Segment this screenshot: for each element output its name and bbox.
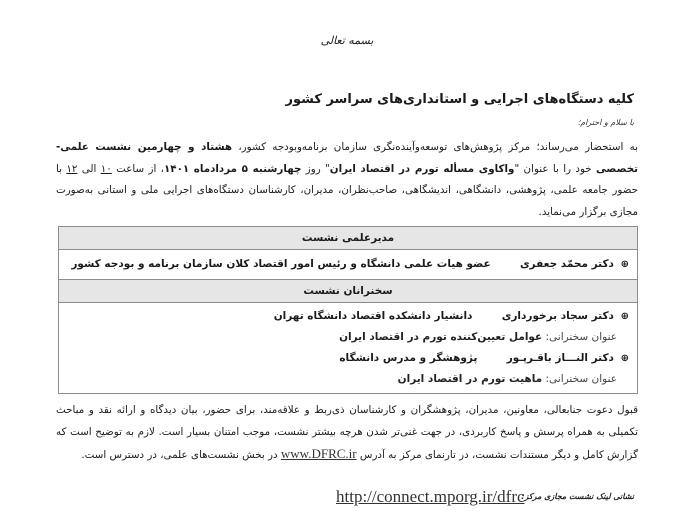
intro-text-3: " روز <box>301 162 330 175</box>
meeting-link-label: نشانی لینک نشست مجازی مرکز: <box>521 492 634 501</box>
moderator-name: دکتر محمّد جعفری <box>519 258 614 270</box>
cross-bullet-icon: ⊕ <box>620 259 629 270</box>
intro-text-4: ، از ساعت <box>111 162 164 175</box>
basmala-heading: بسمه تعالی <box>320 34 374 47</box>
addressee-title: کلیه دستگاه‌های اجرایی و استانداری‌های سراسر کشور <box>285 92 634 107</box>
intro-paragraph <box>56 137 638 223</box>
moderator-title: عضو هیات علمی دانشگاه و رئیس امور اقتصاد کلان سازمان برنامه و بودجه کشور <box>71 258 491 270</box>
speakers-header: سخنرانان نشست <box>59 279 637 303</box>
cross-bullet-icon: ⊕ <box>620 311 629 322</box>
closing-text-1: قبول دعوت جنابعالی، معاونین، مدیران، پژوهشگران و کارشناسان ذی‌ربط و علاقه‌مند، برای حضور، بیان دیدگاه و ارائه نقد و مباحث تکمیلی به همراه پرسش و پاسخ کاربردی، در جهت غنی‌تر شدن هرچه بیشتر نشست، موجب امتنان بسیار است. لازم به توضیح است که گزارش کامل و دیگر مستندات نشست، در تارنمای مرکز به آدرس <box>56 404 638 461</box>
speaker-1 <box>67 306 629 327</box>
speaker-name: دکتر سجاد برخورداری <box>501 310 614 322</box>
end-hour: ۱۲ <box>66 162 78 175</box>
start-hour: ۱۰ <box>100 162 112 175</box>
speaker-name: دکتر النـــاز باقـرپـور <box>506 352 614 364</box>
intro-text-2: خود را با عنوان " <box>514 162 597 175</box>
session-table <box>58 226 638 394</box>
session-date: چهارشنبه ۵ مردادماه ۱۴۰۱ <box>164 162 302 175</box>
intro-text-6: با حضور جامعه علمی، پژوهشی، دانشگاهی، اندیشگاهی، صاحب‌نظران، مدیران، کارشناسان دستگاه‌های اجرایی ملی و استانی به‌صورت مجازی برگزار می‌نماید. <box>56 162 638 218</box>
meeting-link[interactable]: http://connect.mporg.ir/dfrc <box>336 487 525 506</box>
moderator-row <box>59 250 637 279</box>
speakers-row <box>59 303 637 393</box>
website-link[interactable]: www.DFRC.ir <box>280 446 357 461</box>
talk-label: عنوان سخنرانی: <box>542 331 617 343</box>
talk-label: عنوان سخنرانی: <box>542 373 617 385</box>
speaker-2 <box>67 348 629 369</box>
speaker-2-talk <box>67 369 629 390</box>
speaker-title: پژوهشگر و مدرس دانشگاه <box>339 352 478 364</box>
session-number: هشتاد و چهارمین نشست علمی- تخصصی <box>56 141 639 175</box>
greeting-text: با سلام و احترام؛ <box>577 118 634 127</box>
intro-text-5: الی <box>77 162 101 175</box>
speaker-1-talk <box>67 327 629 348</box>
moderator-header: مدیرعلمی نشست <box>59 227 637 250</box>
closing-paragraph <box>56 400 638 467</box>
closing-text-2: در بخش نشست‌های علمی، در دسترس است. <box>81 449 281 461</box>
speaker-title: دانشیار دانشکده اقتصاد دانشگاه تهران <box>273 310 473 322</box>
talk-title: ماهیت تورم در اقتصاد ایران <box>397 373 543 385</box>
session-title: واکاوی مسأله تورم در اقتصاد ایران <box>329 162 515 175</box>
intro-text-1: به استحضار می‌رساند؛ مرکز پژوهش‌های توسعه‌وآینده‌نگری سازمان برنامه‌وبودجه کشور، <box>232 141 639 153</box>
talk-title: عوامل تعیین‌کننده تورم در اقتصاد ایران <box>339 331 543 343</box>
cross-bullet-icon: ⊕ <box>620 353 629 364</box>
